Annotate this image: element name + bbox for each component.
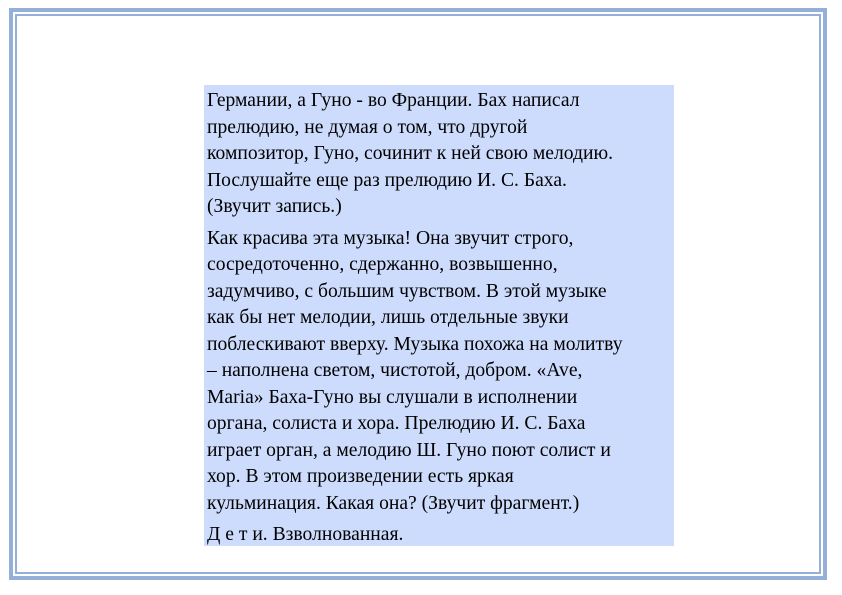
text-line: поблескивают вверху. Музыка похожа на молитву [207,333,623,355]
text-line: играет орган, а мелодию Ш. Гуно поют солист и [207,439,611,461]
text-line: кульминация. Какая она? (Звучит фрагмент.) [207,492,580,514]
paragraph-answer [207,522,674,549]
text-line: органа, солиста и хора. Прелюдию И. С. Баха [207,413,586,434]
text-line: Германии, а Гуно - во Франции. Бах написал [207,90,580,111]
paragraph-description [207,226,674,518]
slide-text-box [204,85,674,546]
text-line: сосредоточенно, сдержанно, возвышенно, [207,254,558,275]
text-line: композитор, Гуно, сочинит к ней свою мелодию. [207,143,613,164]
text-line: Как красива эта музыка! Она звучит строго, [207,227,574,249]
text-line: – наполнена светом, чистотой, добром. «Ave, [207,360,583,381]
text-line: (Звучит запись.) [207,196,342,217]
text-line: как бы нет мелодии, лишь отдельные звуки [207,307,569,328]
text-line: прелюдию, не думая о том, что другой [207,116,528,138]
text-line: Послушайте еще раз прелюдию И. С. Баха. [207,169,567,191]
text-line: Д е т и. Взволнованная. [207,524,404,545]
paragraph-intro [207,88,674,221]
text-line: задумчиво, с большим чувством. В этой музыке [207,280,607,302]
text-line: Maria» Баха-Гуно вы слушали в исполнении [207,386,578,408]
text-line: хор. В этом произведении есть яркая [207,466,514,487]
